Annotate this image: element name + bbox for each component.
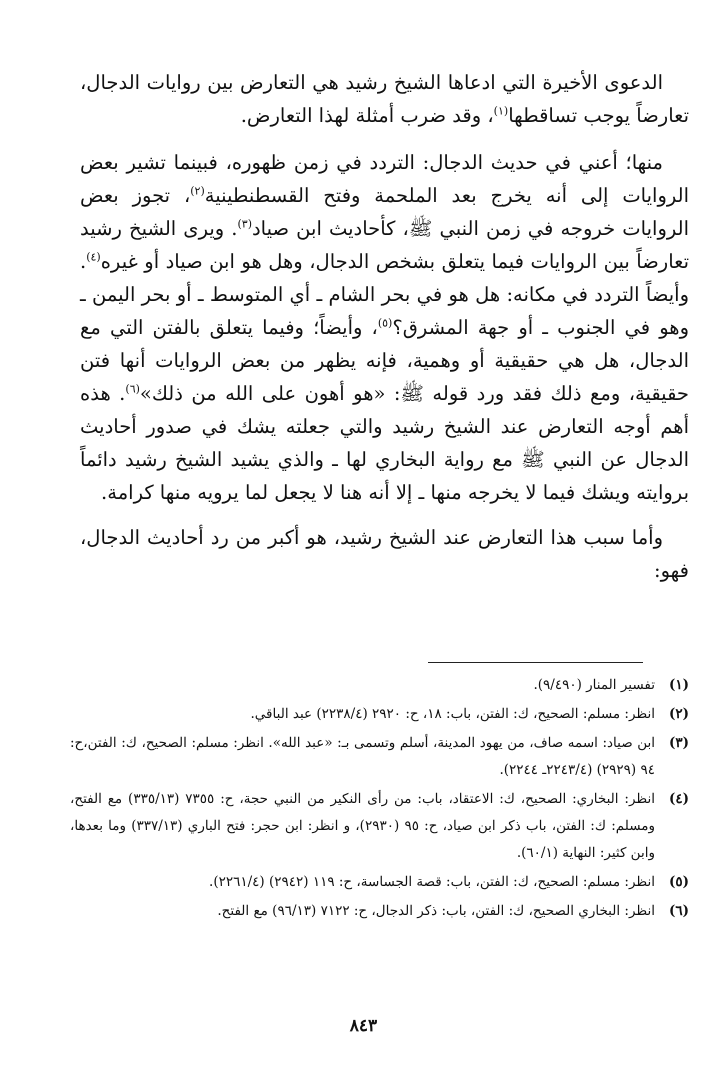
footnote-text: انظر: مسلم: الصحيح، ك: الفتن، باب: قصة الجساسة، ح: ١١٩ (٢٩٤٢) (٢٢٦١/٤). [209,874,655,890]
footnote-text: انظر: البخاري الصحيح، ك: الفتن، باب: ذكر الدجال، ح: ٧١٢٢ (٩٦/١٣) مع الفتح. [217,903,655,919]
paragraph-1-tail: ، وقد ضرب أمثلة لهذا التعارض. [240,104,494,127]
footnote-ref-4: (٤) [86,250,101,264]
paragraph-2 [80,146,689,509]
paragraph-2-part-f: . هذه أهم أوجه التعارض عند الشيخ رشيد والتي جعلته يشك في صدور أحاديث الدجال عن النبي ﷺ مع رواية البخاري لها ـ والذي يشيد الشيخ رشيد دائماً بروايته ويشك فيما لا يخرجه منها ـ إلا أنه هنا لا يجعل لما يرويه منها كرامة. [80,382,689,504]
main-text [80,66,689,587]
footnote-number: (٦) [668,903,689,919]
footnote-item [70,786,689,867]
paragraph-1-text: الدعوى الأخيرة التي ادعاها الشيخ رشيد هي التعارض بين روايات الدجال، تعارضاً يوجب تساقطها [80,71,689,127]
footnotes [70,672,689,927]
paragraph-3 [80,521,689,587]
paragraph-1 [80,66,689,132]
footnote-number: (٢) [668,706,689,722]
footnote-item [70,869,689,896]
footnote-text: انظر: مسلم: الصحيح، ك: الفتن، باب: ١٨، ح: ٢٩٢٠ (٢٢٣٨/٤) عبد الباقي. [250,706,655,722]
footnote-text: انظر: البخاري: الصحيح، ك: الاعتقاد، باب: من رأى النكير من النبي حجة، ح: ٧٣٥٥ (٣٣٥/١٣) مع الفتح، ومسلم: ك: الفتن، باب ذكر ابن صياد، ح: ٩٥ (٢٩٣٠)، و انظر: ابن حجر: فتح الباري (٣٣٧/١٣) وما بعدها، وابن كثير: النهاية (٦٠/١). [70,791,655,861]
footnote-number: (١) [668,677,689,693]
footnote-item [70,672,689,699]
footnote-divider [428,662,643,663]
footnote-number: (٥) [668,874,689,890]
footnote-ref-2: (٢) [190,184,205,198]
paragraph-2-part-e: ، وأيضاً؛ وفيما يتعلق بالفتن التي مع الدجال، هل هي حقيقية أو وهمية، فإنه يظهر من بعض الروايات أنها فتن حقيقية، ومع ذلك فقد ورد قوله ﷺ: «هو أهون على الله من ذلك» [80,316,689,405]
paragraph-2-part-b: ، تجوز بعض الروايات خروجه في زمن النبي ﷺ، كأحاديث ابن صياد [80,184,689,240]
paragraph-2-part-d: . وأيضاً التردد في مكانه: هل هو في بحر الشام ـ أي المتوسط ـ أو بحر اليمن ـ وهو في الجنوب ـ أو جهة المشرق؟ [80,250,689,339]
footnote-ref-6: (٦) [125,382,140,396]
footnote-number: (٤) [668,791,689,807]
footnote-number: (٣) [668,735,689,751]
paragraph-2-part-a: منها؛ أعني في حديث الدجال: التردد في زمن ظهوره، فبينما تشير بعض الروايات إلى أنه يخرج بعد الملحمة وفتح القسطنطينية [80,151,689,207]
footnote-item [70,898,689,925]
footnote-text: ابن صياد: اسمه صاف، من يهود المدينة، أسلم وتسمى بـ: «عبد الله». انظر: مسلم: الصحيح، ك: الفتن،ح: ٩٤ (٢٩٢٩) (٢٢٤٣/٤ـ ٢٢٤٤). [70,735,655,778]
footnote-text: تفسير المنار (٩/٤٩٠). [533,677,655,693]
footnote-ref-3: (٣) [237,217,252,231]
paragraph-3-text: وأما سبب هذا التعارض عند الشيخ رشيد، هو أكبر من رد أحاديث الدجال، فهو: [80,526,689,582]
footnote-ref-5: (٥) [377,316,393,330]
page-number: ٨٤٣ [349,1016,378,1036]
footnote-ref-1: (١) [493,104,509,118]
footnote-item [70,730,689,784]
paragraph-2-part-c: . ويرى الشيخ رشيد تعارضاً بين الروايات فيما يتعلق بشخص الدجال، وهل هو ابن صياد أو غيره [80,217,689,273]
footnote-item [70,701,689,728]
